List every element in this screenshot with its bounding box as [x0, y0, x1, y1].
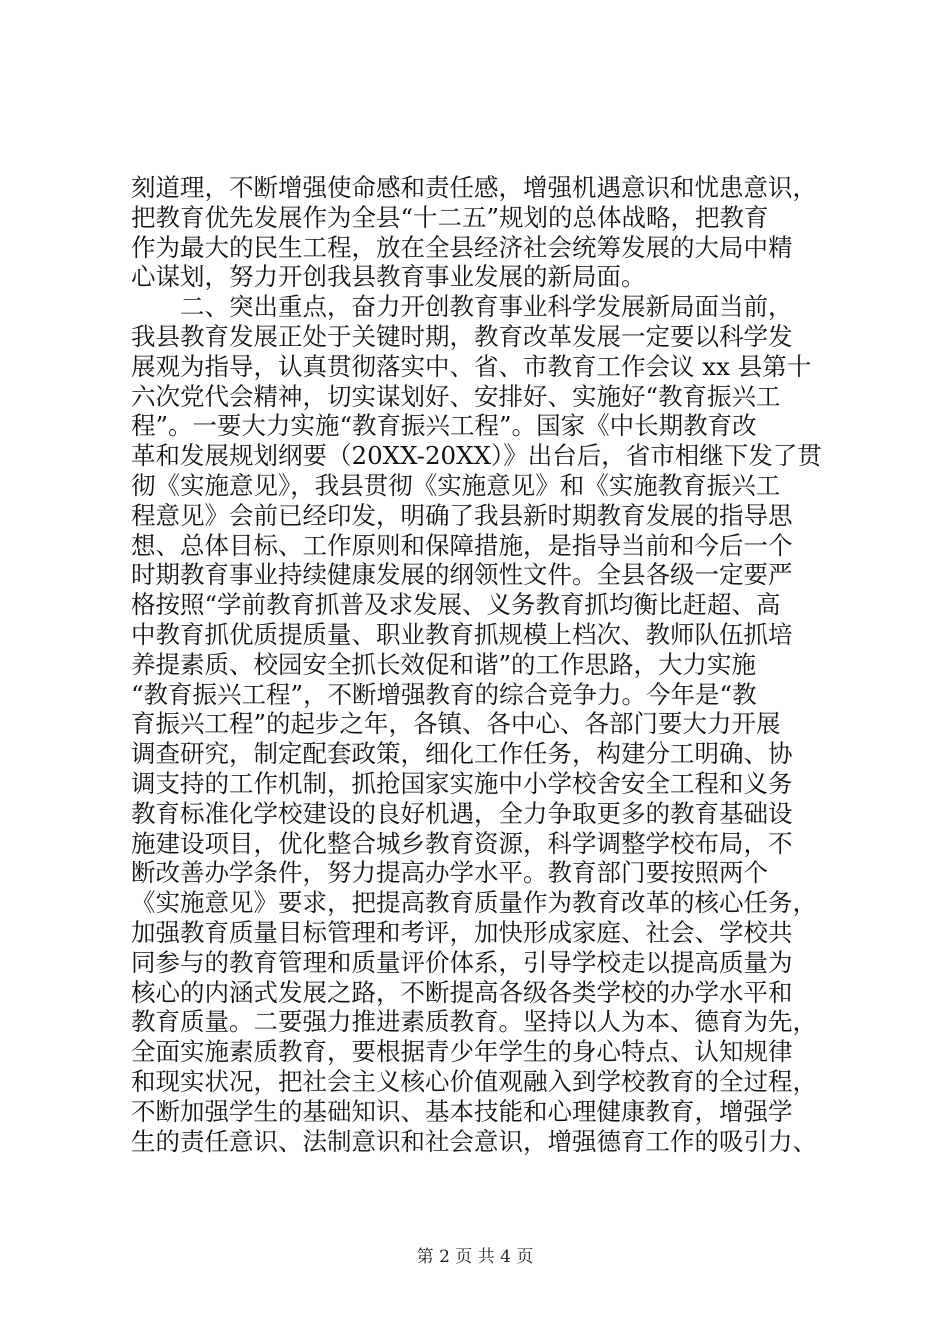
- text-line: 加强教育质量目标管理和考评，加快形成家庭、社会、学校共: [131, 917, 793, 947]
- text-line: 作为最大的民生工程，放在全县经济社会统筹发展的大局中精: [131, 232, 793, 262]
- text-line: 程”。一要大力实施“教育振兴工程”。国家《中长期教育改: [131, 411, 757, 441]
- text-line: 同参与的教育管理和质量评价体系，引导学校走以提高质量为: [131, 947, 793, 977]
- text-line: 把教育优先发展作为全县“十二五”规划的总体战略，把教育: [131, 202, 769, 232]
- section-heading-line: 二、突出重点，奋力开创教育事业科学发展新局面当前，: [180, 292, 793, 322]
- text-line: 刻道理，不断增强使命感和责任感，增强机遇意识和忧患意识，: [131, 173, 817, 202]
- text-line: 心谋划，努力开创我县教育事业发展的新局面。: [131, 262, 646, 292]
- text-line: 六次党代会精神，切实谋划好、安排好、实施好“教育振兴工: [131, 381, 781, 411]
- text-line: 养提素质、校园安全抓长效促和谐”的工作思路，大力实施: [131, 649, 757, 679]
- text-line: 核心的内涵式发展之路，不断提高各级各类学校的办学水平和: [131, 977, 793, 1007]
- text-line: 调查研究，制定配套政策，细化工作任务，构建分工明确、协: [131, 739, 793, 769]
- text-line: 程意见》会前已经印发，明确了我县新时期教育发展的指导思: [131, 500, 793, 530]
- text-line: 想、总体目标、工作原则和保障措施，是指导当前和今后一个: [131, 530, 793, 560]
- text-line: 调支持的工作机制，抓抢国家实施中小学校舍安全工程和义务: [131, 768, 793, 798]
- body-text: [131, 173, 831, 1156]
- text-line: 教育质量。二要强力推进素质教育。坚持以人为本、德育为先，: [131, 1007, 817, 1037]
- text-line: 我县教育发展正处于关键时期，教育改革发展一定要以科学发: [131, 321, 793, 351]
- text-line: 《实施意见》要求，把提高教育质量作为教育改革的核心任务，: [131, 888, 817, 918]
- text-line: 彻《实施意见》，我县贯彻《实施意见》和《实施教育振兴工: [131, 470, 781, 500]
- text-line: 生的责任意识、法制意识和社会意识，增强德育工作的吸引力、: [131, 1126, 817, 1156]
- text-line: 不断加强学生的基础知识、基本技能和心理健康教育，增强学: [131, 1096, 793, 1126]
- text-line: 和现实状况，把社会主义核心价值观融入到学校教育的全过程，: [131, 1066, 817, 1096]
- text-line: 时期教育事业持续健康发展的纲领性文件。全县各级一定要严: [131, 560, 793, 590]
- text-line: 展观为指导，认真贯彻落实中、省、市教育工作会议 xx 县第十: [131, 351, 812, 381]
- text-line: 革和发展规划纲要（20XX-20XX）》出台后，省市相继下发了贯: [131, 441, 822, 471]
- text-line: “教育振兴工程”，不断增强教育的综合竞争力。今年是“教: [131, 679, 757, 709]
- text-line: 格按照“学前教育抓普及求发展、义务教育抓均衡比赶超、高: [131, 590, 781, 620]
- text-line: 断改善办学条件，努力提高办学水平。教育部门要按照两个: [131, 858, 768, 888]
- page-number-footer: 第 2 页 共 4 页: [416, 1247, 534, 1267]
- text-line: 全面实施素质教育，要根据青少年学生的身心特点、认知规律: [131, 1037, 793, 1067]
- text-line: 教育标准化学校建设的良好机遇，全力争取更多的教育基础设: [131, 798, 793, 828]
- text-line: 育振兴工程”的起步之年，各镇、各中心、各部门要大力开展: [131, 709, 781, 739]
- text-line: 中教育抓优质提质量、职业教育抓规模上档次、教师队伍抓培: [131, 619, 793, 649]
- text-line: 施建设项目，优化整合城乡教育资源，科学调整学校布局，不: [131, 828, 793, 858]
